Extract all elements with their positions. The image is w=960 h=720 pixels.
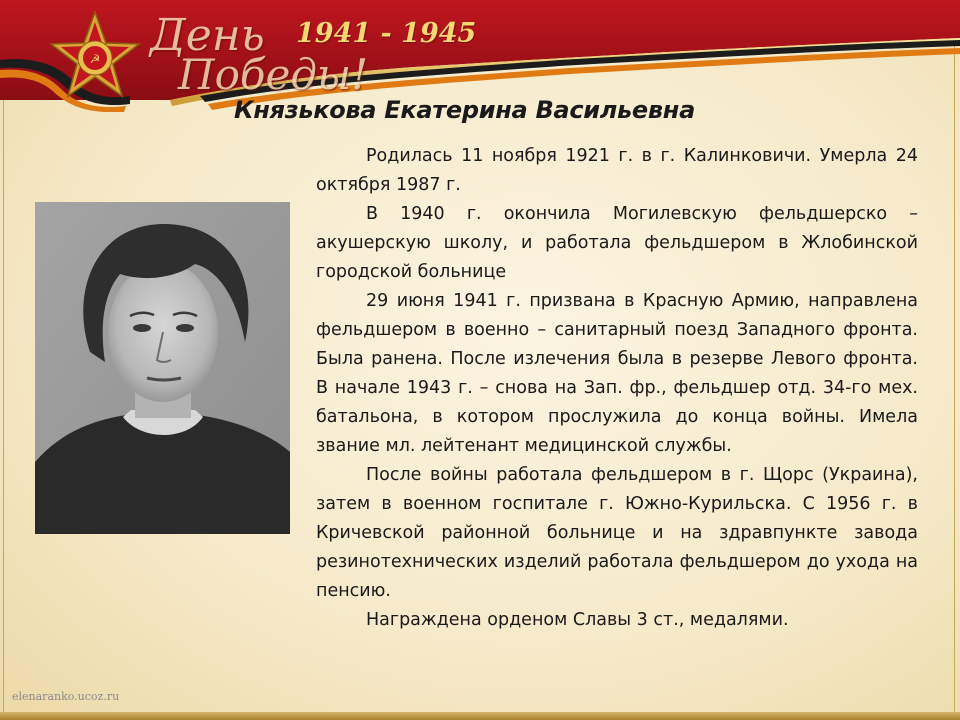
biography-paragraph: Родилась 11 ноября 1921 г. в г. Калинковичи. Умерла 24 октября 1987 г. [316,146,918,195]
gold-bottom-border [0,712,960,720]
banner-day-text: День [150,10,265,61]
biography-paragraph: 29 июня 1941 г. призвана в Красную Армию, направлена фельдшером в военно – санитарный поезд Западного фронта. Была ранена. После излечения была в резерве Левого фронта. В начале 1943 г. – снова на Зап. фр., фельдшер отд. 34-го мех. батальона, в котором прослужила до конца войны. Имела звание мл. лейтенант медицинской службы. [316,291,918,456]
biography-paragraph: После войны работала фельдшером в г. Щорс (Украина), затем в военном госпитале г. Южно-Курильска. С 1956 г. в Кричевской районной больнице и на здравпункте завода резинотехнических изделий работала фельдшером до ухода на пенсию. [316,465,918,601]
portrait-photo-icon [35,202,290,534]
portrait-photo [35,202,290,534]
biography-text [316,142,918,635]
biography-paragraph: Награждена орденом Славы 3 ст., медалями. [366,610,789,630]
banner-years: 1941 - 1945 [296,18,477,49]
site-watermark: elenaranko.ucoz.ru [12,690,120,703]
banner-victory-text: Победы! [178,50,369,99]
biography-paragraph: В 1940 г. окончила Могилевскую фельдшерско – акушерскую школу, и работала фельдшером в Жлобинской городской больнице [316,204,918,282]
page-title: Князькова Екатерина Васильевна [234,96,695,124]
svg-text:☭: ☭ [89,52,101,66]
